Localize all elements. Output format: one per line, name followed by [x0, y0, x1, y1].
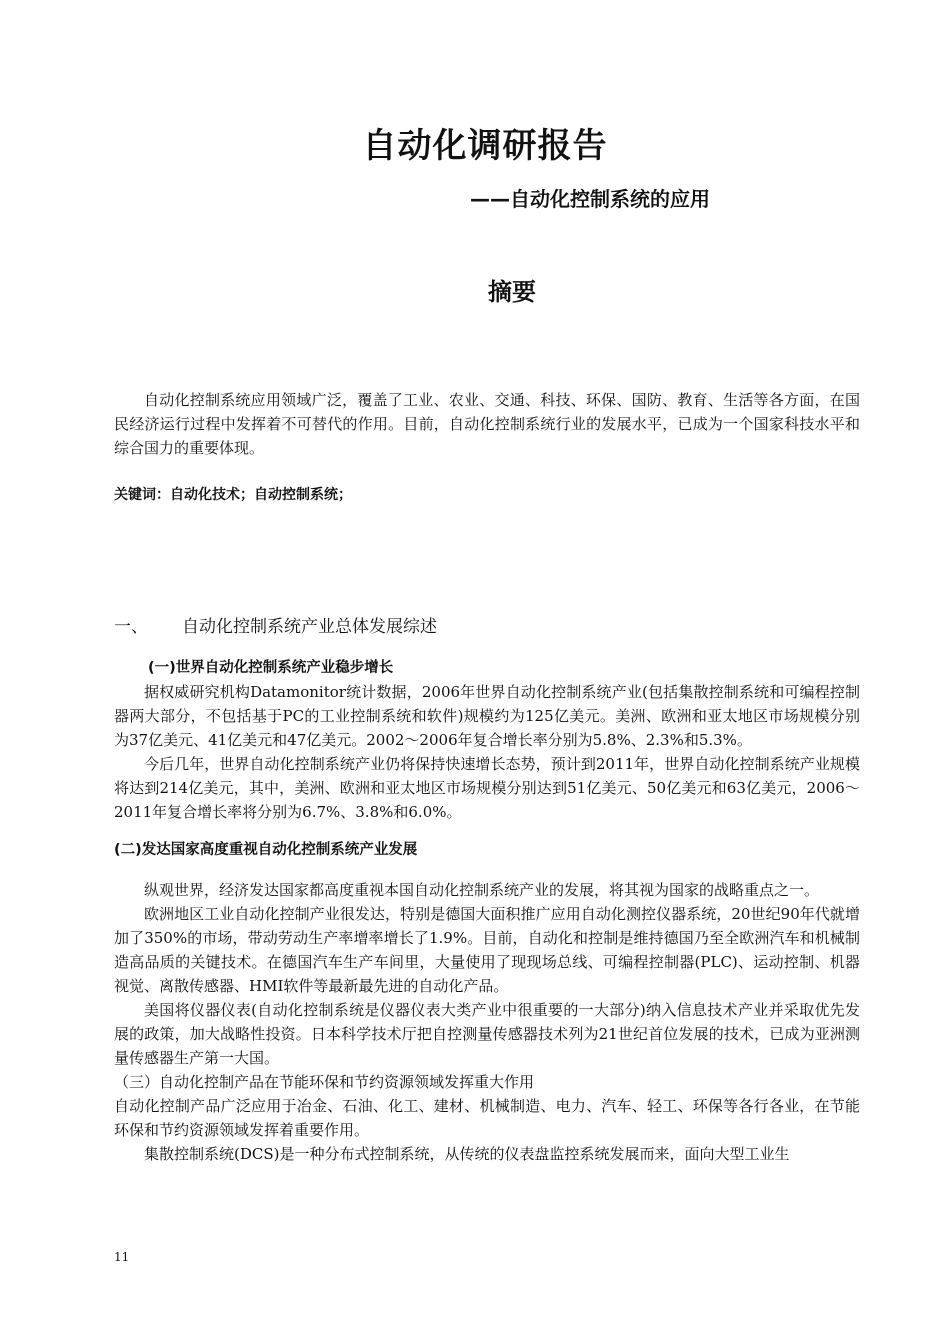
subsection-1-heading: (一)世界自动化控制系统产业稳步增长	[148, 660, 394, 676]
subsection-1-paragraph-2: 今后几年，世界自动化控制系统产业仍将保持快速增长态势，预计到2011年，世界自动化控制系统产业规模将达到214亿美元，其中，美洲、欧洲和亚太地区市场规模分别达到51亿美元、50亿美元和63亿美元，2006～2011年复合增长率将分别为6.7%、3.8%和6.0%。	[114, 755, 860, 821]
subsection-1-paragraph-1: 据权威研究机构Datamonitor统计数据，2006年世界自动化控制系统产业(包括集散控制系统和可编程控制器两大部分，不包括基于PC的工业控制系统和软件)规模约为125亿美元。美洲、欧洲和亚太地区市场规模分别为37亿美元、41亿美元和47亿美元。2002～2006年复合增长率分别为5.8%、2.3%和5.3%。	[114, 683, 860, 749]
abstract-body	[114, 388, 860, 460]
subsection-3-paragraph-1: 自动化控制产品广泛应用于冶金、石油、化工、建材、机械制造、电力、汽车、轻工、环保等各行各业，在节能环保和节约资源领域发挥着重要作用。	[114, 1097, 860, 1139]
document-subtitle: ——自动化控制系统的应用	[470, 187, 710, 211]
subsection-2-paragraph-2: 欧洲地区工业自动化控制产业很发达，特别是德国大面积推广应用自动化测控仪器系统，20世纪90年代就增加了350%的市场，带动劳动生产率增率增长了1.9%。目前，自动化和控制是维持德国乃至全欧洲汽车和机械制造高品质的关键技术。在德国汽车生产车间里，大量使用了现现场总线、可编程控制器(PLC)、运动控制、机器视觉、离散传感器、HMI软件等最新最先进的自动化产品。	[114, 905, 860, 995]
keywords-line: 关键词：自动化技术；自动控制系统；	[114, 487, 352, 503]
subsection-2-paragraph-1: 纵观世界，经济发达国家都高度重视本国自动化控制系统产业的发展，将其视为国家的战略重点之一。	[144, 881, 820, 899]
document-title: 自动化调研报告	[362, 126, 608, 166]
page-number: 11	[114, 1250, 130, 1264]
section-body	[114, 656, 860, 1166]
subsection-3-paragraph-2: 集散控制系统(DCS)是一种分布式控制系统，从传统的仪表盘监控系统发展而来，面向大型工业生	[144, 1145, 790, 1163]
abstract-paragraph: 自动化控制系统应用领域广泛，覆盖了工业、农业、交通、科技、环保、国防、教育、生活等各方面，在国民经济运行过程中发挥着不可替代的作用。目前，自动化控制系统行业的发展水平，已成为一个国家科技水平和综合国力的重要体现。	[114, 391, 860, 457]
section-heading	[114, 612, 437, 637]
abstract-heading: 摘要	[488, 278, 536, 306]
section-title: 自动化控制系统产业总体发展综述	[182, 617, 437, 637]
subsection-2-heading: (二)发达国家高度重视自动化控制系统产业发展	[114, 842, 418, 858]
subsection-3-heading: （三）自动化控制产品在节能环保和节约资源领域发挥重大作用	[114, 1073, 535, 1091]
subsection-2-paragraph-3: 美国将仪器仪表(自动化控制系统是仪器仪表大类产业中很重要的一大部分)纳入信息技术产业并采取优先发展的政策，加大战略性投资。日本科学技术厅把自控测量传感器技术列为21世纪首位发展的技术，已成为亚洲测量传感器生产第一大国。	[114, 1001, 860, 1067]
section-number: 一、	[114, 617, 148, 637]
